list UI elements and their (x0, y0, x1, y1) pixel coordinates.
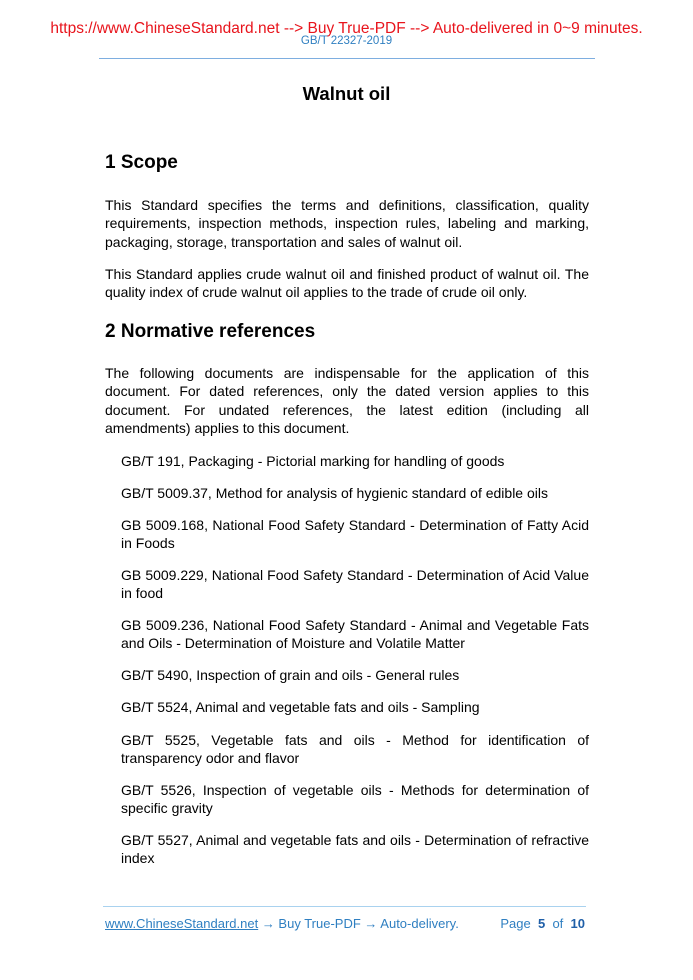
page-total: 10 (570, 916, 585, 931)
footer-text: → Buy True-PDF → Auto-delivery. (258, 916, 459, 931)
paragraph: This Standard specifies the terms and definitions, classification, quality requirements, inspection methods, inspection rules, labeling and marking, packaging, storage, transportation and sales of walnut oil. (105, 197, 589, 250)
reference-item: GB/T 5526, Inspection of vegetable oils - Methods for determination of specific gravity (121, 782, 589, 817)
reference-item: GB/T 191, Packaging - Pictorial marking for handling of goods (121, 453, 505, 469)
reference-item: GB/T 5525, Vegetable fats and oils - Method for identification of transparency odor and flavor (121, 732, 589, 767)
page-number: 5 (537, 916, 546, 931)
reference-item: GB/T 5009.37, Method for analysis of hygienic standard of edible oils (121, 485, 548, 501)
section-heading-scope: 1 Scope (105, 152, 178, 173)
reference-item: GB 5009.236, National Food Safety Standard - Animal and Vegetable Fats and Oils - Determination of Moisture and Volatile Matter (121, 617, 589, 652)
reference-item: GB/T 5490, Inspection of grain and oils - General rules (121, 667, 460, 683)
header-divider (99, 58, 595, 59)
reference-item: GB 5009.168, National Food Safety Standard - Determination of Fatty Acid in Foods (121, 517, 589, 552)
section-heading-normative-references: 2 Normative references (105, 321, 316, 342)
page-label: Page (500, 916, 531, 931)
footer-divider (103, 906, 586, 907)
footer-link[interactable]: www.ChineseStandard.net (105, 916, 259, 931)
paragraph: This Standard applies crude walnut oil and finished product of walnut oil. The quality index of crude walnut oil applies to the trade of crude oil only. (105, 266, 589, 301)
paragraph: The following documents are indispensable for the application of this document. For dated references, only the dated version applies to this document. For undated references, the latest edition (including all amendments) applies to this document. (105, 365, 589, 436)
header-banner[interactable]: https://www.ChineseStandard.net --> Buy True-PDF --> Auto-delivered in 0~9 minutes. (50, 20, 643, 37)
footer (105, 916, 585, 931)
of-label: of (552, 916, 564, 931)
document-code: GB/T 22327-2019 (300, 35, 393, 47)
reference-item: GB/T 5527, Animal and vegetable fats and oils - Determination of refractive index (121, 832, 589, 867)
reference-item: GB/T 5524, Animal and vegetable fats and oils - Sampling (121, 699, 480, 715)
reference-item: GB 5009.229, National Food Safety Standard - Determination of Acid Value in food (121, 567, 589, 602)
document-title: Walnut oil (302, 83, 391, 104)
page-indicator (500, 916, 585, 931)
